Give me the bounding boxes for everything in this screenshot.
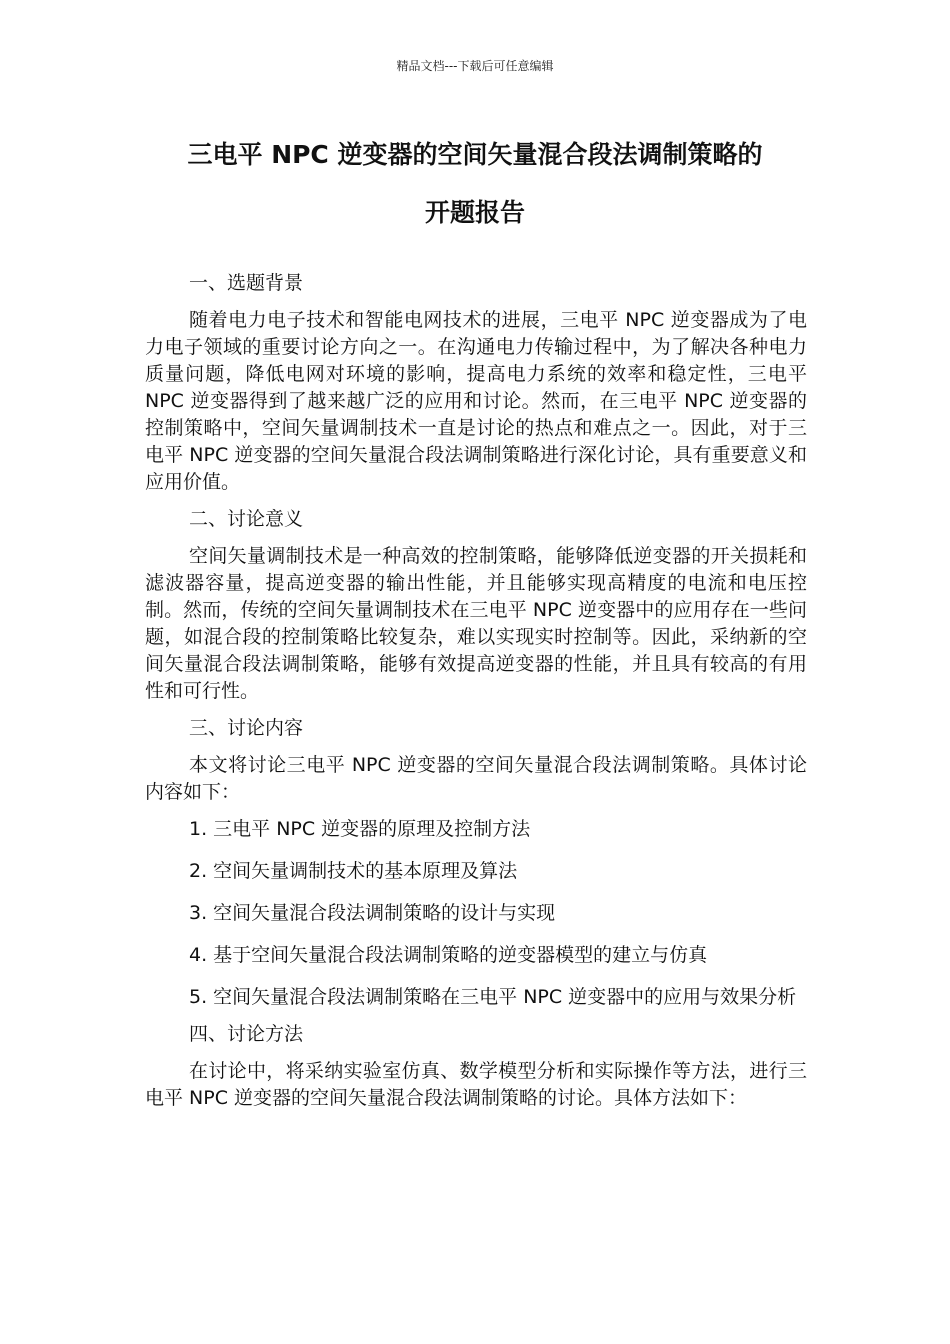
list-item: 3. 空间矢量混合段法调制策略的设计与实现	[189, 902, 556, 924]
section-heading-significance: 二、讨论意义	[189, 508, 304, 530]
section-heading-method: 四、讨论方法	[189, 1023, 304, 1045]
document-body	[145, 270, 807, 1122]
section-paragraph-content-intro: 本文将讨论三电平 NPC 逆变器的空间矢量混合段法调制策略。具体讨论内容如下：	[145, 754, 807, 803]
section-heading-background: 一、选题背景	[189, 272, 304, 294]
document-title-line-1: 三电平 NPC 逆变器的空间矢量混合段法调制策略的	[187, 140, 763, 169]
list-item: 4. 基于空间矢量混合段法调制策略的逆变器模型的建立与仿真	[189, 944, 708, 966]
section-heading-content: 三、讨论内容	[189, 717, 304, 739]
section-paragraph-method: 在讨论中，将采纳实验室仿真、数学模型分析和实际操作等方法，进行三电平 NPC 逆变器的空间矢量混合段法调制策略的讨论。具体方法如下：	[145, 1060, 807, 1109]
list-item: 5. 空间矢量混合段法调制策略在三电平 NPC 逆变器中的应用与效果分析	[189, 986, 797, 1008]
section-paragraph-background: 随着电力电子技术和智能电网技术的进展，三电平 NPC 逆变器成为了电力电子领域的重要讨论方向之一。在沟通电力传输过程中，为了解决各种电力质量问题，降低电网对环境的影响，提高电力系统的效率和稳定性，三电平 NPC 逆变器得到了越来越广泛的应用和讨论。然而，在三电平 NPC 逆变器的控制策略中，空间矢量调制技术一直是讨论的热点和难点之一。因此，对于三电平 NPC 逆变器的空间矢量混合段法调制策略进行深化讨论，具有重要意义和应用价值。	[145, 309, 807, 493]
document-title-line-2: 开题报告	[424, 198, 525, 227]
header-note: 精品文档---下载后可任意编辑	[396, 59, 554, 73]
list-item: 1. 三电平 NPC 逆变器的原理及控制方法	[189, 818, 531, 840]
list-item: 2. 空间矢量调制技术的基本原理及算法	[189, 860, 518, 882]
section-paragraph-significance: 空间矢量调制技术是一种高效的控制策略，能够降低逆变器的开关损耗和滤波器容量，提高逆变器的输出性能，并且能够实现高精度的电流和电压控制。然而，传统的空间矢量调制技术在三电平 NPC 逆变器中的应用存在一些问题，如混合段的控制策略比较复杂，难以实现实时控制等。因此，采纳新的空间矢量混合段法调制策略，能够有效提高逆变器的性能，并且具有较高的有用性和可行性。	[145, 545, 807, 702]
